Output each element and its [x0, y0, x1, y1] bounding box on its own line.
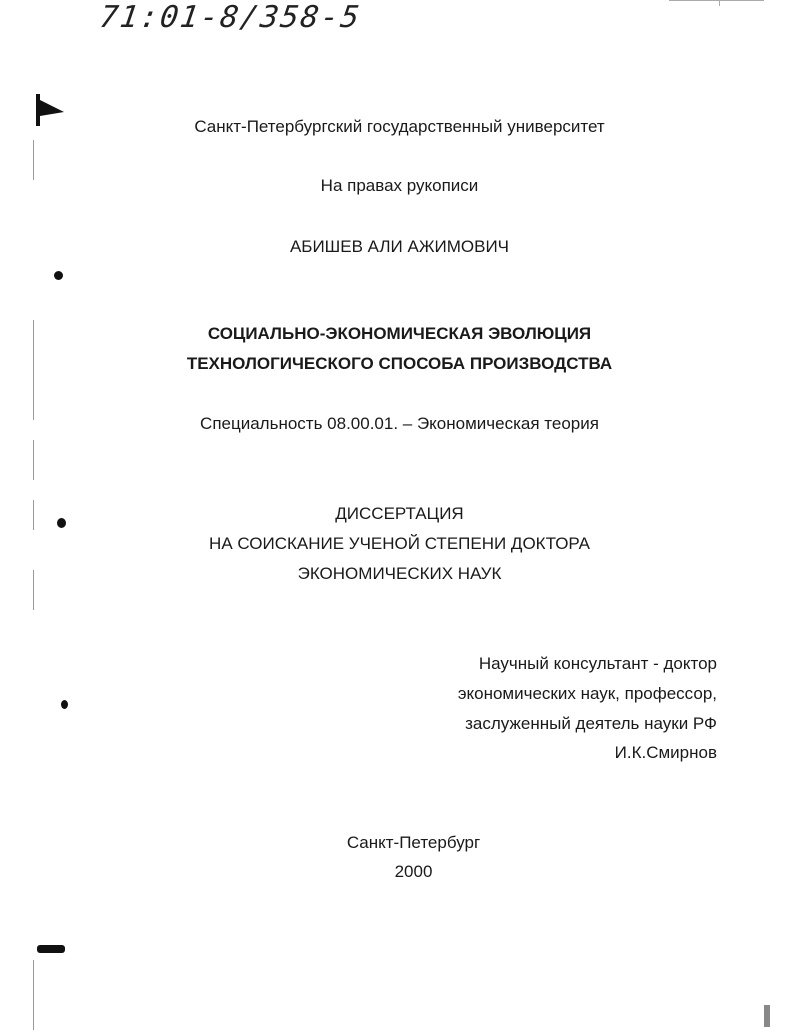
dissertation-title-line1: СОЦИАЛЬНО-ЭКОНОМИЧЕСКАЯ ЭВОЛЮЦИЯ	[207, 324, 592, 343]
scan-artifact-top	[669, 0, 764, 5]
scan-edge-line	[33, 440, 34, 480]
consultant-line1: Научный консультант - доктор	[478, 654, 717, 673]
manuscript-note: На правах рукописи	[320, 176, 479, 195]
dissertation-title-line2: ТЕХНОЛОГИЧЕСКОГО СПОСОБА ПРОИЗВОДСТВА	[186, 354, 613, 373]
consultant-line2: экономических наук, профессор,	[457, 684, 717, 703]
year: 2000	[394, 862, 433, 881]
degree-line1: ДИССЕРТАЦИЯ	[335, 504, 464, 523]
scan-smudge	[37, 945, 65, 953]
degree-line2: НА СОИСКАНИЕ УЧЕНОЙ СТЕПЕНИ ДОКТОРА	[209, 534, 590, 553]
scan-dot	[61, 700, 68, 709]
scan-dot	[54, 271, 63, 280]
scan-edge-line	[33, 960, 34, 1030]
specialty: Специальность 08.00.01. – Экономическая теория	[200, 414, 599, 433]
consultant-line3: заслуженный деятель науки РФ	[465, 714, 717, 733]
university-name: Санкт-Петербургский государственный университет	[194, 117, 605, 136]
handwritten-catalog-code: 71:01-8/358-5	[97, 0, 364, 35]
degree-line3: ЭКОНОМИЧЕСКИХ НАУК	[297, 564, 502, 583]
author-name: АБИШЕВ АЛИ АЖИМОВИЧ	[289, 237, 510, 256]
consultant-name: И.К.Смирнов	[614, 743, 717, 762]
scan-smudge	[764, 1005, 770, 1027]
city: Санкт-Петербург	[346, 833, 481, 852]
scan-edge-line	[33, 140, 34, 180]
